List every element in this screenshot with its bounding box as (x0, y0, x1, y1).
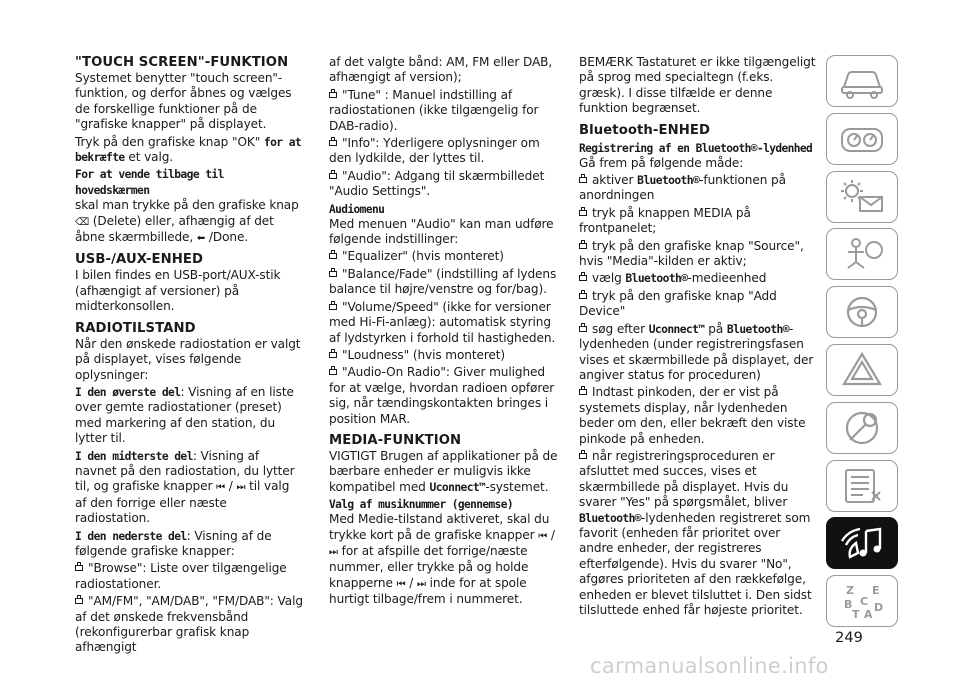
list-item: "Audio-On Radio": Giver mulighed for at vælge, hvordan radioen opfører sig, når tændingskontakten bringes i position MAR. (329, 365, 555, 426)
paragraph: Med menuen "Audio" kan man udføre følgende indstillinger: (329, 216, 554, 247)
alphabet-index-icon (836, 581, 888, 621)
paragraph: I den øverste del: Visning af en liste over gemte radiostationer (preset) med markering af den station, du lytter til. (75, 384, 294, 446)
heading-media: MEDIA-FUNKTION (329, 432, 462, 448)
page-number: 249 (835, 630, 863, 646)
next-track-icon: ⏭ (416, 578, 426, 590)
bullet-icon (579, 210, 587, 216)
heading-radio: RADIOTILSTAND (75, 320, 196, 336)
bullet-icon (579, 389, 587, 395)
index-letter: B (844, 598, 853, 612)
bullet-icon (329, 352, 337, 358)
next-track-icon: ⏭ (236, 482, 246, 494)
bullet-icon (579, 453, 587, 459)
list-item: tryk på den grafiske knap "Add Device" (579, 288, 777, 319)
index-letter: D (874, 601, 884, 615)
tab-service[interactable] (826, 402, 898, 454)
list-item: tryk på den grafiske knap "Source", hvis "Media"-kilden er aktiv; (579, 238, 804, 269)
list-item: tryk på knappen MEDIA på frontpanelet; (579, 205, 751, 236)
bullet-icon (329, 173, 337, 179)
watermark: carmanualsonline.info (590, 654, 829, 678)
airbag-icon (836, 234, 888, 274)
chapter-tabs (826, 55, 900, 633)
paragraph: Med Medie-tilstand aktiveret, skal du trykke kort på de grafiske knapper ⏮ / ⏭ for at afspille det forrige/næste nummer, eller trykke på og holde knapperne ⏮ / ⏭ inde for at spole hurtigt tilbage/frem i nummeret. (329, 512, 555, 607)
dashboard-icon (836, 119, 888, 159)
paragraph: I bilen findes en USB-port/AUX-stik (afhængigt af versioner) på midterkonsollen. (75, 268, 281, 314)
bullet-icon (329, 369, 337, 375)
index-letter: A (864, 608, 873, 622)
bullet-icon (329, 253, 337, 259)
tab-safety-lights[interactable] (826, 171, 898, 223)
list-item: "AM/FM", "AM/DAB", "FM/DAB": Valg af det ønskede frekvensbånd (rekonfigurerbar grafisk knap afhængigt (75, 594, 303, 655)
tab-airbag[interactable] (826, 228, 898, 280)
paragraph: For at vende tilbage til hovedskærmen skal man trykke på den grafiske knap ⌫ (Delete) eller, afhængig af det åbne skærmbillede, ⬅ /Done. (75, 168, 299, 245)
sun-mail-icon (836, 177, 888, 217)
heading-audio-menu: Audiomenu (329, 202, 385, 216)
heading-usb-aux: USB-/AUX-ENHED (75, 252, 204, 268)
warning-triangle-icon (836, 350, 888, 390)
list-item: "Info": Yderligere oplysninger om den lydkilde, der lyttes til. (329, 136, 540, 166)
list-item: når registreringsproceduren er afsluttet med succes, vises et skærmbillede på displayet. Hvis du svarer "Yes" på spørgsmålet, bliver Bluetooth®-lydenheden registreret som favorit (enheden får prioritet over andre enheder, der registreres efterfølgende). Hvis du svarer "No", afgøres prioriteten af den rækkefølge, enheden er blevet tilsluttet i. Den sidst tilsluttede enhed får højeste prioritet. (579, 448, 812, 617)
bullet-icon (329, 140, 337, 146)
bullet-icon (329, 92, 337, 98)
list-item: aktiver Bluetooth®-funktionen på anordningen (579, 173, 786, 203)
tab-steering[interactable] (826, 286, 898, 338)
paragraph: BEMÆRK Tastaturet er ikke tilgængeligt på sprog med specialtegn (f.eks. græsk). I disse tilfælde er denne funktion begrænset. (579, 55, 816, 116)
spanner-icon (836, 408, 888, 448)
list-item: "Browse": Liste over tilgængelige radiostationer. (75, 561, 287, 591)
index-letter: E (872, 584, 880, 598)
paragraph: Gå frem på følgende måde: (579, 155, 744, 170)
steering-wheel-icon (836, 292, 888, 332)
bullet-icon (579, 293, 587, 299)
document-list-icon (836, 466, 888, 506)
list-item: "Equalizer" (hvis monteret) (329, 249, 561, 264)
index-letter: Z (846, 584, 854, 598)
list-item: "Balance/Fade" (indstilling af lydens balance til højre/venstre og for/bag). (329, 266, 557, 297)
delete-icon: ⌫ (75, 216, 90, 228)
bullet-icon (579, 326, 587, 332)
paragraph: af det valgte bånd: AM, FM eller DAB, afhængigt af version); (329, 55, 553, 85)
list-item: "Audio": Adgang til skærmbilledet "Audio Settings". (329, 168, 545, 199)
index-letter: C (860, 595, 869, 609)
bullet-icon (329, 271, 337, 277)
next-track-icon: ⏭ (329, 546, 338, 558)
back-arrow-icon: ⬅ (196, 233, 206, 245)
list-item: "Loudness" (hvis monteret) (329, 348, 561, 363)
paragraph: I den midterste del: Visning af navnet på den radiostation, du lytter til, og grafiske knapper ⏮ / ⏭ til valg af den forrige eller næste radiostation. (75, 448, 295, 526)
bullet-icon (329, 304, 337, 310)
paragraph: Systemet benytter "touch screen"-funktion, og derfor åbnes og vælges de forskellige funktioner på de "grafiske knapper" på displayet. (75, 71, 292, 132)
previous-track-icon: ⏮ (216, 482, 226, 494)
tab-technical-data[interactable] (826, 460, 898, 512)
tab-index[interactable] (826, 575, 898, 627)
tab-multimedia[interactable] (826, 517, 898, 569)
tab-car-overview[interactable] (826, 55, 898, 107)
bullet-icon (75, 565, 83, 571)
bullet-icon (579, 275, 587, 281)
tab-dashboard[interactable] (826, 113, 898, 165)
paragraph: I den nederste del: Visning af de følgende grafiske knapper: (75, 528, 272, 558)
tab-emergency[interactable] (826, 344, 898, 396)
paragraph: VIGTIGT Brugen af applikationer på de bærbare enheder er muligvis ikke kompatibel med Uconnect™-systemet. (329, 448, 558, 494)
heading-bluetooth-registration: Registrering af en Bluetooth®-lydenhed (579, 141, 813, 155)
heading-touch-screen: "TOUCH SCREEN"-FUNKTION (75, 55, 289, 70)
list-item: "Tune" : Manuel indstilling af radiostationen (ikke tilgængelig for DAB-radio). (329, 87, 539, 133)
list-item: søg efter Uconnect™ på Bluetooth®-lydenheden (under registreringsfasen vises et skærmbillede på displayet, der angiver status for proceduren) (579, 321, 814, 382)
paragraph: Når den ønskede radiostation er valgt på displayet, vises følgende oplysninger: (75, 336, 301, 382)
previous-track-icon: ⏮ (396, 578, 406, 590)
heading-track-selection: Valg af musiknummer (gennemse) (329, 498, 514, 512)
list-item: Indtast pinkoden, der er vist på systemets display, når lydenheden beder om den, eller bekræft den viste pinkode på enheden. (579, 385, 806, 446)
bullet-icon (579, 177, 587, 183)
bullet-icon (579, 243, 587, 249)
column-2 (329, 55, 561, 610)
previous-track-icon: ⏮ (538, 530, 548, 542)
index-letter: T (852, 608, 860, 622)
paragraph: Tryk på den grafiske knap "OK" for at bekræfte et valg. (75, 134, 302, 165)
bullet-icon (75, 598, 83, 604)
column-1 (75, 55, 303, 658)
list-item: "Volume/Speed" (ikke for versioner med Hi-Fi-anlæg): automatisk styring af lydstyrken i forhold til hastigheden. (329, 299, 556, 345)
car-icon (836, 61, 888, 101)
heading-bluetooth: Bluetooth-ENHED (579, 122, 711, 138)
multimedia-icon (836, 523, 888, 563)
list-item: vælg Bluetooth®-medieenhed (579, 271, 817, 286)
column-3 (579, 55, 817, 620)
